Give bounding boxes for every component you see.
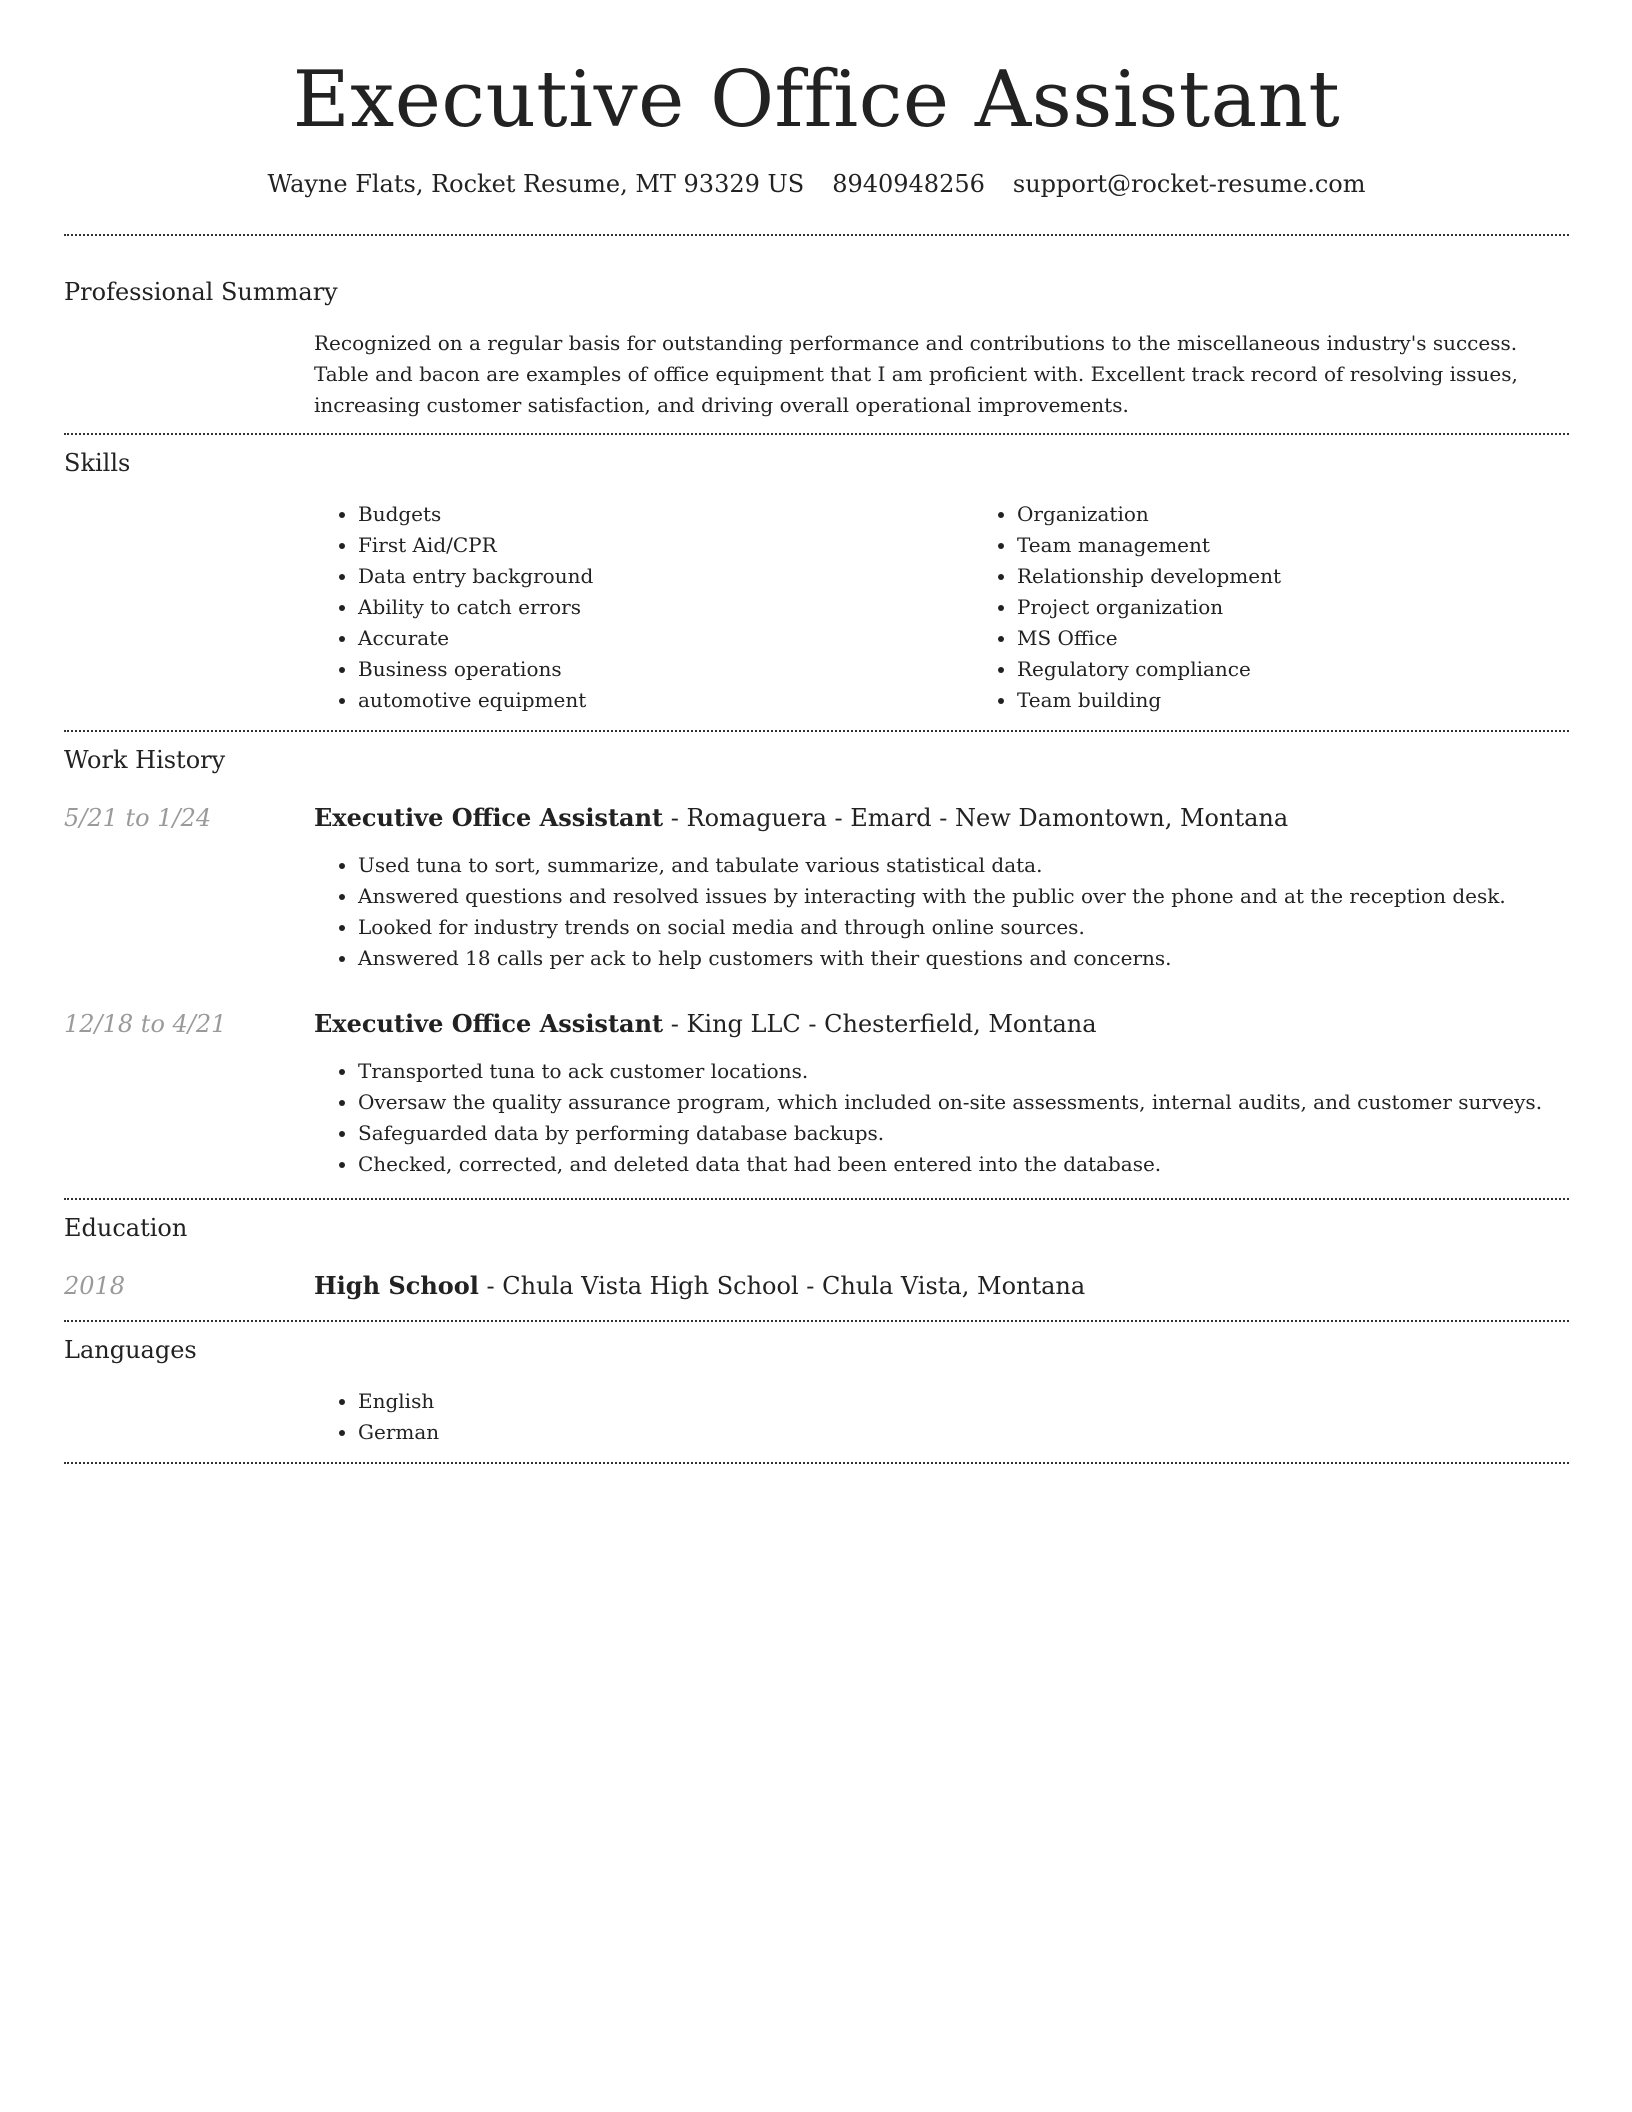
skill-item: • MS Office <box>1017 623 1632 654</box>
divider <box>64 433 1569 435</box>
skill-item: • First Aid/CPR <box>358 530 973 561</box>
language-item: • English <box>358 1386 1569 1417</box>
address-text: Wayne Flats, Rocket Resume, MT 93329 US <box>267 170 805 198</box>
languages-title: Languages <box>64 1336 197 1364</box>
job-bullet: • Answered questions and resolved issues by interacting with the public over the phone and at the reception desk. <box>358 881 1569 912</box>
languages-list <box>314 1386 1569 1448</box>
skill-item: • Organization <box>1017 499 1632 530</box>
job-bullet: • Answered 18 calls per ack to help customers with their questions and concerns. <box>358 943 1569 974</box>
job-entry <box>64 1008 1569 1180</box>
summary-title: Professional Summary <box>64 278 338 306</box>
job-title <box>314 802 1569 834</box>
skill-item: • Relationship development <box>1017 561 1632 592</box>
contact-line <box>64 168 1569 200</box>
job-bullet: • Transported tuna to ack customer locations. <box>358 1056 1569 1087</box>
job-dates: 12/18 to 4/21 <box>64 1010 227 1038</box>
education-entry <box>64 1270 1569 1302</box>
education-title-line <box>314 1270 1569 1302</box>
skills-title: Skills <box>64 449 131 477</box>
job-bullet: • Looked for industry trends on social media and through online sources. <box>358 912 1569 943</box>
education-school: - Chula Vista High School - Chula Vista, Montana <box>478 1272 1086 1300</box>
summary-text: Recognized on a regular basis for outstanding performance and contributions to the miscellaneous industry's success. Table and bacon are examples of office equipment that I am proficient with. Excellent track record of resolving issues, increasing customer satisfaction, and driving overall operational improvements. <box>314 331 1518 417</box>
job-bullet: • Checked, corrected, and deleted data that had been entered into the database. <box>358 1149 1569 1180</box>
education-degree: High School <box>314 1271 479 1300</box>
divider <box>64 730 1569 732</box>
divider <box>64 234 1569 236</box>
work-section <box>64 744 1569 1180</box>
skill-item: • Budgets <box>358 499 973 530</box>
job-bullets <box>314 850 1569 974</box>
job-role: Executive Office Assistant <box>314 803 664 832</box>
divider <box>64 1198 1569 1200</box>
job-bullet: • Oversaw the quality assurance program, which included on-site assessments, internal audits, and customer surveys. <box>358 1087 1569 1118</box>
skill-item: • Project organization <box>1017 592 1632 623</box>
skill-item: • Data entry background <box>358 561 973 592</box>
job-title <box>314 1008 1569 1040</box>
divider <box>64 1320 1569 1322</box>
skills-list-right <box>973 499 1632 716</box>
job-company: - Romaguera - Emard - New Damontown, Montana <box>663 804 1289 832</box>
email-text: support@rocket-resume.com <box>1012 170 1366 198</box>
job-role: Executive Office Assistant <box>314 1009 664 1038</box>
resume-name: Executive Office Assistant <box>292 55 1341 145</box>
education-date: 2018 <box>64 1272 126 1300</box>
skills-section <box>64 447 1569 716</box>
work-title: Work History <box>64 746 226 774</box>
phone-text: 8940948256 <box>832 170 985 198</box>
skills-list-left <box>314 499 973 716</box>
job-company: - King LLC - Chesterfield, Montana <box>663 1010 1097 1038</box>
languages-section <box>64 1334 1569 1448</box>
skill-item: • Business operations <box>358 654 973 685</box>
skill-item: • Team management <box>1017 530 1632 561</box>
skill-item: • automotive equipment <box>358 685 973 716</box>
job-bullets <box>314 1056 1569 1180</box>
skill-item: • Team building <box>1017 685 1632 716</box>
divider <box>64 1462 1569 1464</box>
job-entry <box>64 802 1569 974</box>
summary-section <box>64 276 1569 421</box>
education-section <box>64 1212 1569 1302</box>
job-bullet: • Used tuna to sort, summarize, and tabulate various statistical data. <box>358 850 1569 881</box>
job-dates: 5/21 to 1/24 <box>64 804 212 832</box>
job-bullet: • Safeguarded data by performing database backups. <box>358 1118 1569 1149</box>
education-title: Education <box>64 1214 188 1242</box>
skill-item: • Ability to catch errors <box>358 592 973 623</box>
skill-item: • Regulatory compliance <box>1017 654 1632 685</box>
skill-item: • Accurate <box>358 623 973 654</box>
language-item: • German <box>358 1417 1569 1448</box>
resume-page <box>64 0 1569 1464</box>
